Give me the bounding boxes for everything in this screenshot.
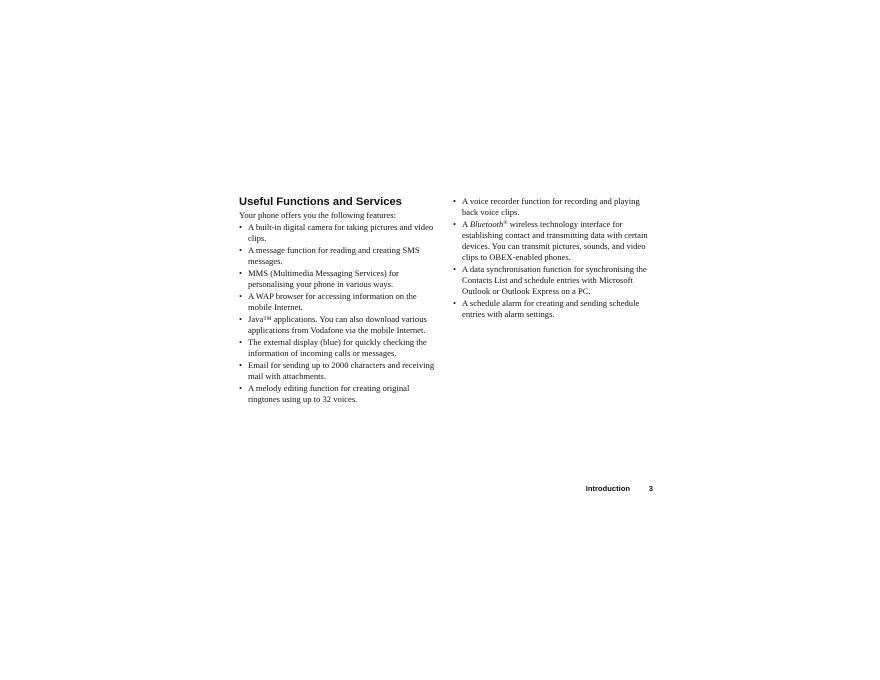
list-item-text: A voice recorder function for recording and playing back voice clips. [462, 196, 640, 217]
left-column [239, 196, 439, 406]
list-item-text: Java™ applications. You can also download various applications from Vodafone via the mobile Internet. [248, 314, 427, 335]
bullet-icon: • [239, 268, 243, 278]
list-item [239, 337, 439, 359]
intro-text: Your phone offers you the following features: [239, 210, 396, 220]
list-item [239, 268, 439, 290]
feature-list-right [453, 196, 653, 320]
bullet-icon: • [453, 196, 457, 206]
list-item [239, 360, 439, 382]
page-number: 3 [648, 484, 653, 493]
list-item [239, 291, 439, 313]
bullet-icon: • [239, 222, 243, 232]
list-item [453, 298, 653, 320]
bullet-icon: • [239, 360, 243, 370]
list-item-text: The external display (blue) for quickly checking the information of incoming calls or messages. [248, 337, 427, 358]
bullet-icon: • [239, 314, 243, 324]
list-item-text: A schedule alarm for creating and sending schedule entries with alarm settings. [462, 298, 640, 319]
list-item-text: A message function for reading and creating SMS messages. [248, 245, 420, 266]
bullet-icon: • [239, 337, 243, 347]
bullet-icon: • [453, 298, 457, 308]
bluetooth-brand: Bluetooth [469, 219, 504, 229]
text-suffix: wireless technology interface for establishing contact and transmitting data with certain devices. You can transmit pictures, sounds, and video clips to OBEX-enabled phones. [462, 219, 648, 262]
list-item-text: A melody editing function for creating original ringtones using up to 32 voices. [248, 383, 410, 404]
section-heading: Useful Functions and Services [239, 196, 402, 208]
right-column [453, 196, 653, 321]
list-item [453, 219, 653, 263]
bullet-icon: • [239, 245, 243, 255]
bullet-icon: • [453, 219, 457, 229]
list-item-text: A data synchronisation function for synchronising the Contacts List and schedule entries with Microsoft Outlook or Outlook Express on a PC. [462, 264, 647, 296]
text-prefix: A [462, 219, 470, 229]
list-item [239, 314, 439, 336]
list-item [239, 383, 439, 405]
feature-list-left [239, 222, 439, 405]
list-item [239, 222, 439, 244]
bullet-icon: • [239, 383, 243, 393]
bullet-icon: • [239, 291, 243, 301]
list-item [239, 245, 439, 267]
list-item-text: A WAP browser for accessing information on the mobile Internet. [248, 291, 417, 312]
list-item-text [462, 219, 648, 262]
list-item-text: A built-in digital camera for taking pictures and video clips. [248, 222, 434, 243]
footer-section-title: Introduction [585, 484, 630, 493]
registered-mark: ® [503, 220, 508, 226]
list-item [453, 196, 653, 218]
bullet-icon: • [453, 264, 457, 274]
list-item [453, 264, 653, 297]
list-item-text: Email for sending up to 2000 characters and receiving mail with attachments. [248, 360, 435, 381]
list-item-text: MMS (Multimedia Messaging Services) for personalising your phone in various ways. [248, 268, 399, 289]
